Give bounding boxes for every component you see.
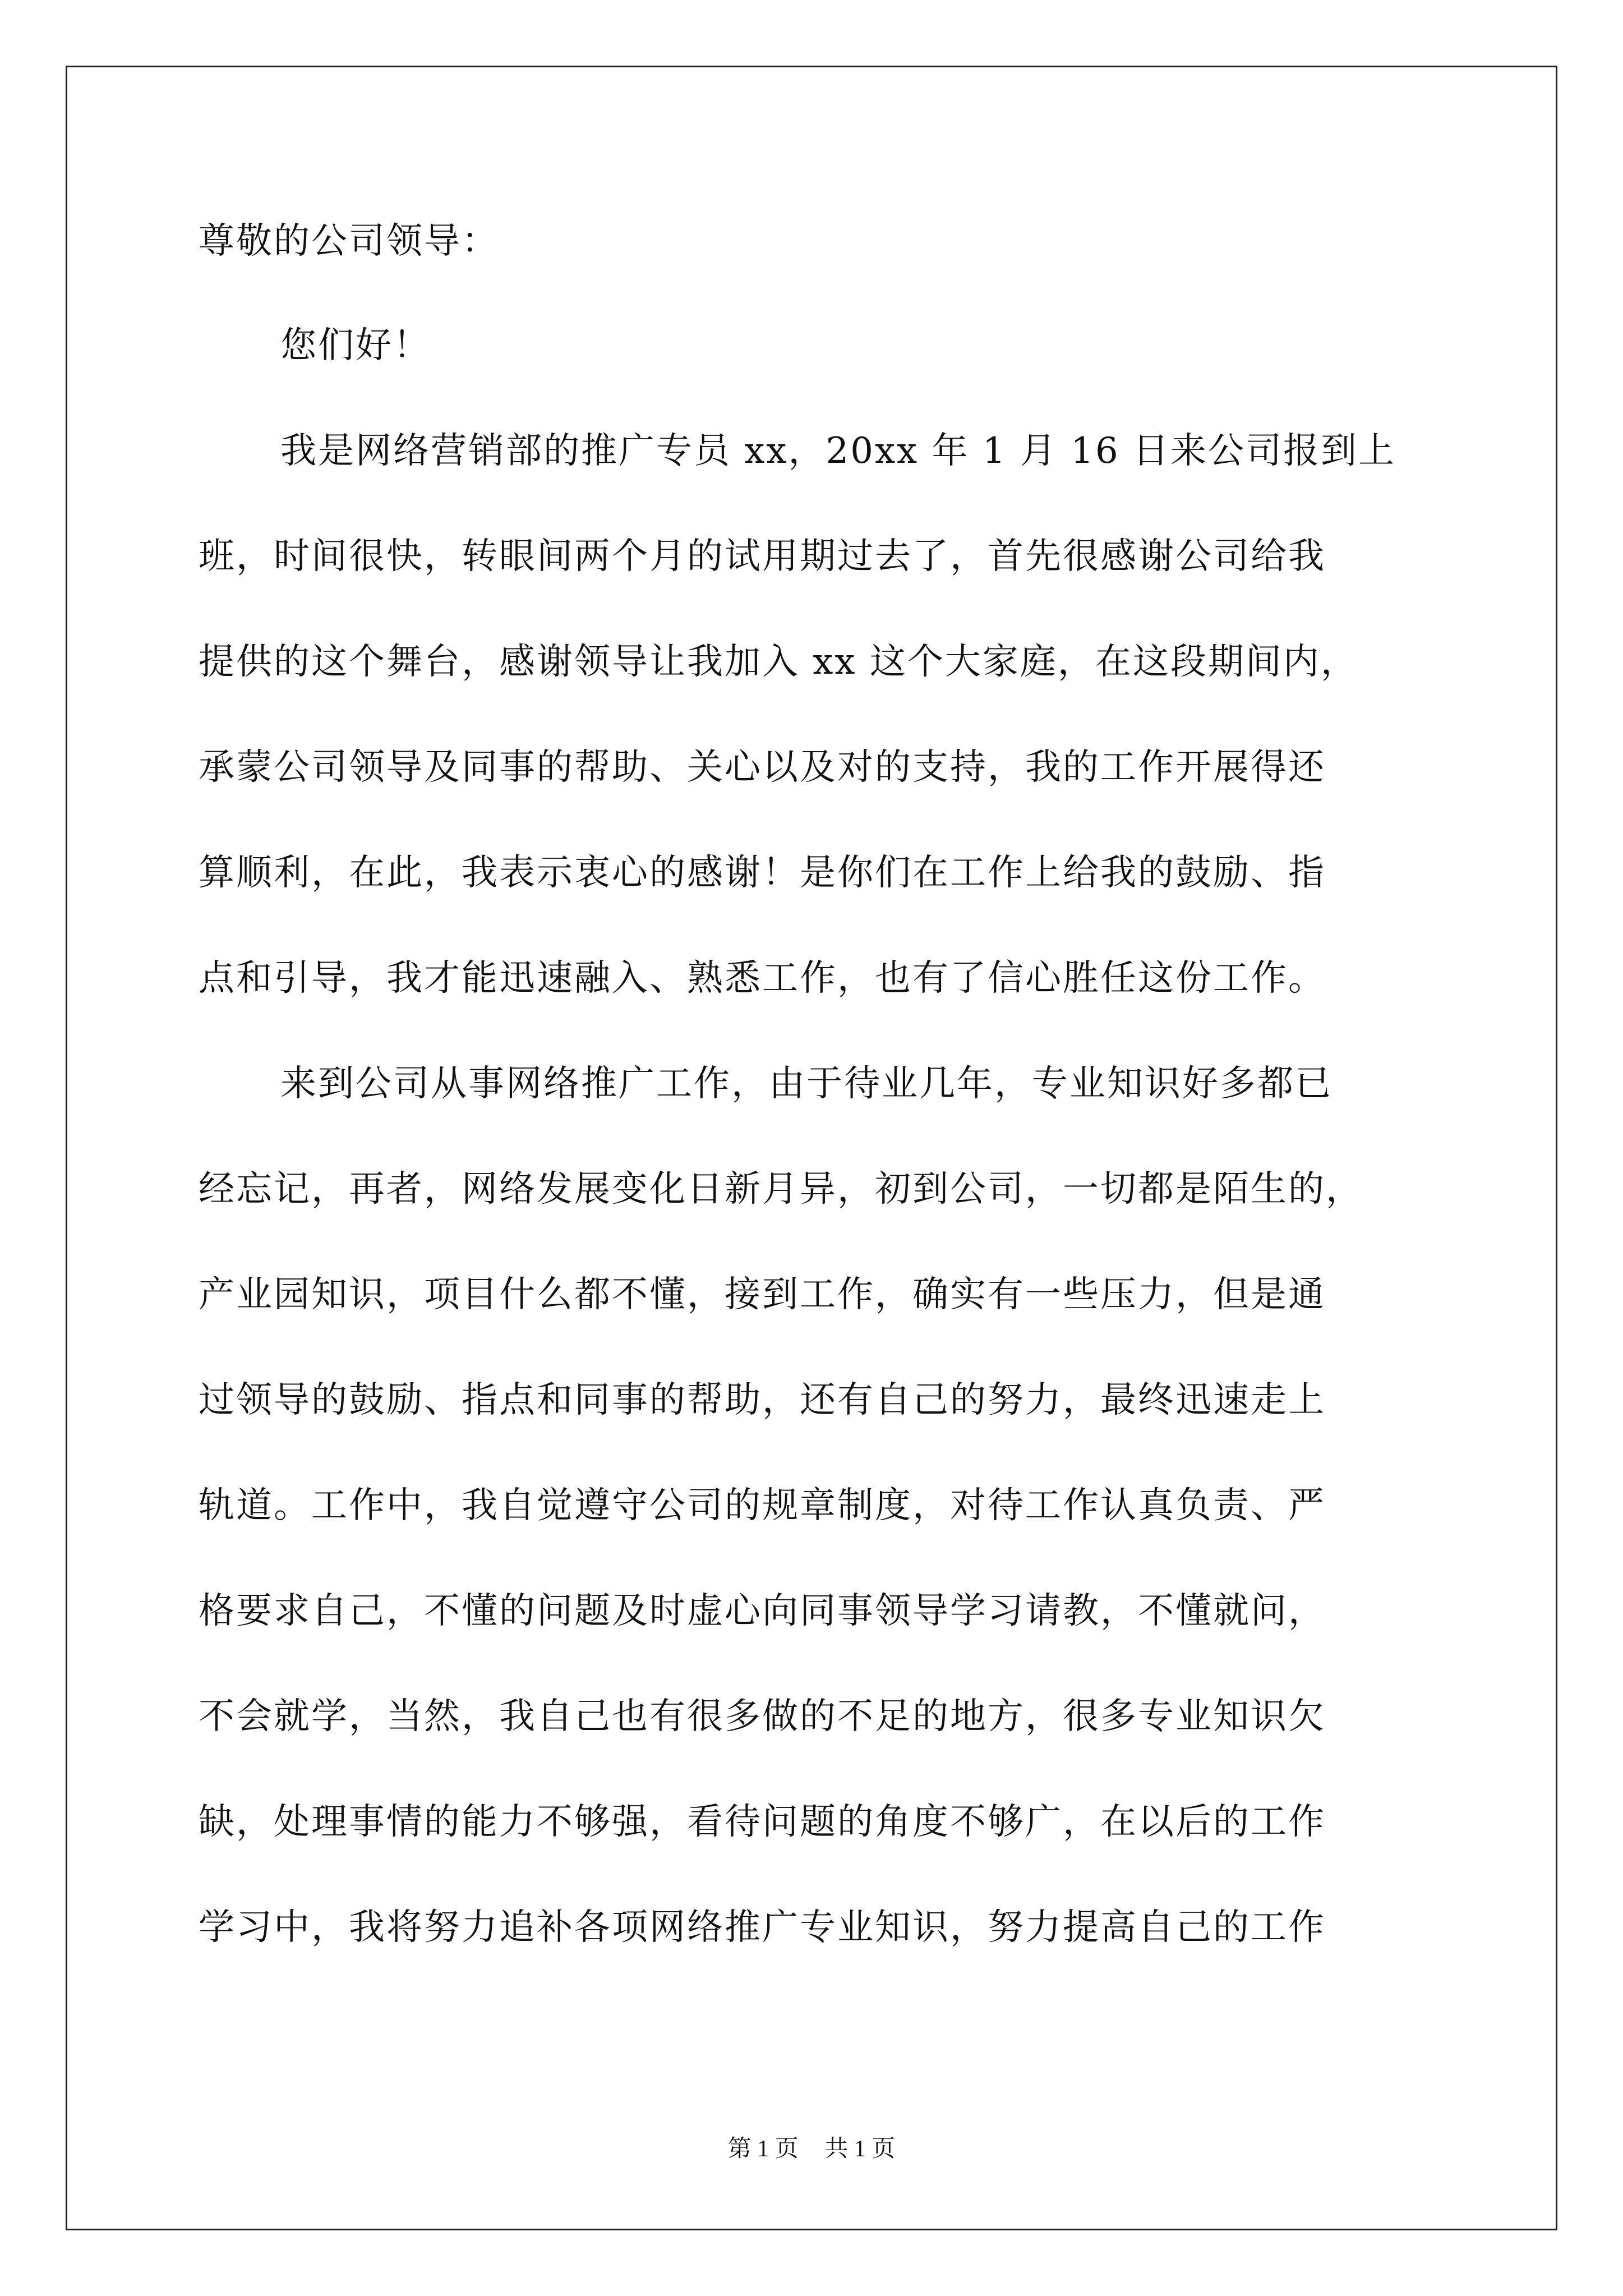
body-line: 承蒙公司领导及同事的帮助、关心以及对的支持，我的工作开展得还: [199, 747, 1326, 788]
body-line: 过领导的鼓励、指点和同事的帮助，还有自己的努力，最终迅速走上: [199, 1379, 1326, 1421]
page-total: 共 1 页: [824, 2136, 896, 2162]
body-line: 班，时间很快，转眼间两个月的试用期过去了，首先很感谢公司给我: [199, 536, 1326, 577]
body-line: 我是网络营销部的推广专员 xx，20xx 年 1 月 16 日来公司报到上: [280, 430, 1396, 472]
letter-greeting: 尊敬的公司领导：: [199, 220, 499, 262]
body-line: 点和引导，我才能迅速融入、熟悉工作，也有了信心胜任这份工作。: [199, 958, 1326, 999]
body-line: 轨道。工作中，我自觉遵守公司的规章制度，对待工作认真负责、严: [199, 1485, 1326, 1526]
body-line: 经忘记，再者，网络发展变化日新月异，初到公司，一切都是陌生的，: [199, 1168, 1363, 1210]
body-line: 算顺利，在此，我表示衷心的感谢！是你们在工作上给我的鼓励、指: [199, 852, 1326, 894]
body-line: 来到公司从事网络推广工作，由于待业几年，专业知识好多都已: [280, 1063, 1332, 1105]
body-line: 格要求自己，不懂的问题及时虚心向同事领导学习请教，不懂就问，: [199, 1590, 1326, 1632]
body-line: 不会就学，当然，我自己也有很多做的不足的地方，很多专业知识欠: [199, 1696, 1326, 1737]
letter-salutation: 您们好！: [280, 325, 431, 366]
body-line: 学习中，我将努力追补各项网络推广专业知识，努力提高自己的工作: [199, 1907, 1326, 1948]
body-line: 产业园知识，项目什么都不懂，接到工作，确实有一些压力，但是通: [199, 1274, 1326, 1315]
page-number: 第 1 页: [727, 2136, 799, 2162]
page-footer: [0, 2133, 1623, 2165]
body-line: 缺，处理事情的能力不够强，看待问题的角度不够广，在以后的工作: [199, 1801, 1326, 1843]
body-line: 提供的这个舞台，感谢领导让我加入 xx 这个大家庭，在这段期间内，: [199, 641, 1358, 683]
